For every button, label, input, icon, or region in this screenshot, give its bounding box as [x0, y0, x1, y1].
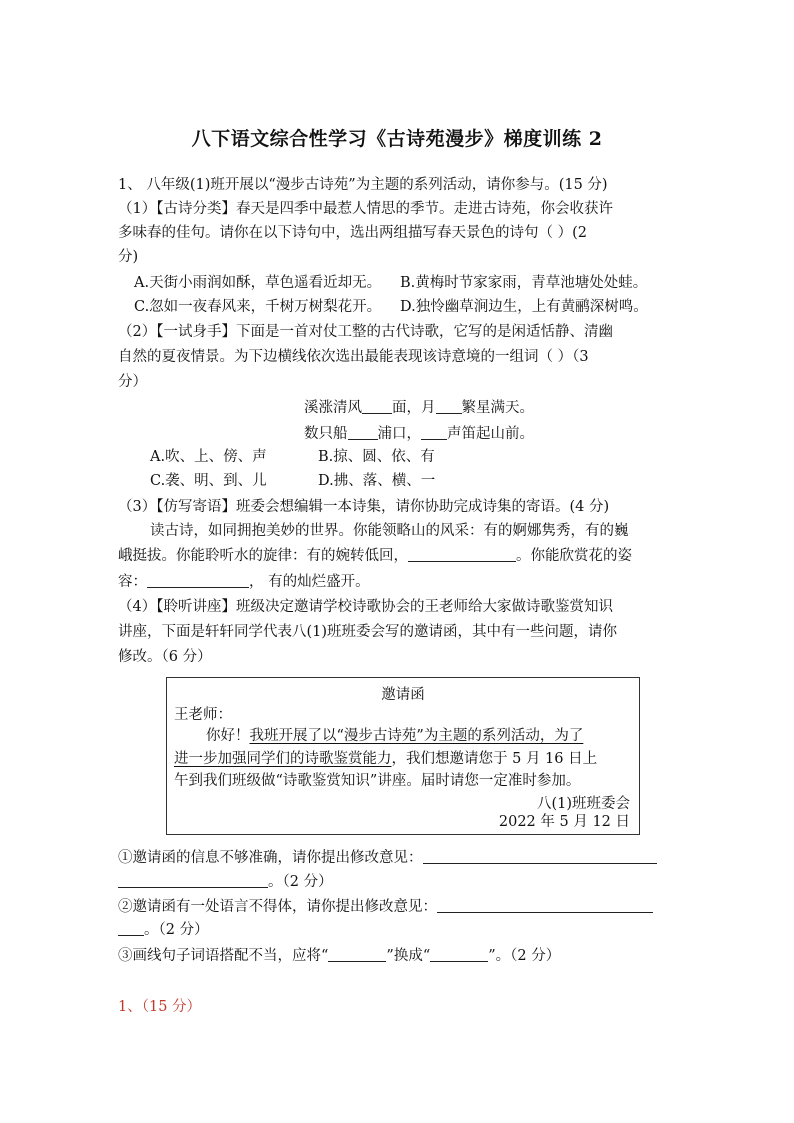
poem-text: 数只船 — [304, 426, 348, 442]
part3-text: 容： — [118, 574, 147, 590]
answer-blank[interactable] — [436, 399, 462, 414]
part2-option-b: B.掠、圆、依、有 — [318, 449, 435, 465]
invitation-line-2 — [174, 749, 597, 769]
poem-line-1 — [304, 398, 534, 418]
part1-option-d: D.独怜幽草涧边生，上有黄鹂深树鸣。 — [400, 299, 648, 315]
part1-line1: （1）【古诗分类】春天是四季中最惹人情思的季节。走进古诗苑，你会收获许 — [118, 201, 613, 217]
poem-text: 面，月 — [392, 400, 436, 416]
part4-line3: 修改。（6 分） — [118, 649, 212, 665]
part3-line4 — [118, 572, 370, 592]
part1-option-b: B.黄梅时节家家雨，青草池塘处处蛙。 — [400, 275, 648, 291]
subquestion-text: ①邀请函的信息不够准确，请你提出修改意见： — [118, 850, 423, 866]
answer-section-label: 1、（15 分） — [118, 999, 202, 1015]
part2-option-d: D.拂、落、横、一 — [318, 473, 436, 489]
invitation-date: 2022 年 5 月 12 日 — [498, 814, 630, 830]
answer-blank[interactable] — [328, 947, 386, 962]
part4-line1: （4）【聆听讲座】班级决定邀请学校诗歌协会的王老师给大家做诗歌鉴赏知识 — [118, 599, 613, 615]
subquestion-2-cont — [118, 920, 209, 940]
answer-blank[interactable] — [408, 547, 516, 562]
invitation-title: 邀请函 — [381, 687, 425, 703]
poem-line-2 — [304, 424, 534, 444]
underlined-sentence: 进一步加强同学们的诗歌鉴赏能力 — [174, 751, 392, 767]
invitation-line-1 — [206, 726, 583, 746]
subquestion-text: ”换成“ — [386, 948, 431, 964]
invitation-signer: 八(1)班班委会 — [536, 796, 630, 812]
answer-blank[interactable] — [362, 399, 392, 414]
answer-blank[interactable] — [430, 947, 488, 962]
part2-line2: 自然的夏夜情景。为下边横线依次选出最能表现该诗意境的一组词（ ）（3 — [118, 349, 589, 365]
part1-line3: 分) — [118, 249, 139, 265]
part3-line3 — [118, 546, 632, 566]
part4-line2: 讲座，下面是轩轩同学代表八(1)班班委会写的邀请函，其中有一些问题，请你 — [118, 624, 618, 640]
answer-blank[interactable] — [118, 921, 144, 936]
invitation-text: 你好！ — [206, 728, 250, 744]
subquestion-text: ②邀请函有一处语言不得体，请你提出修改意见： — [118, 899, 437, 915]
subquestion-1-cont — [118, 872, 333, 892]
answer-blank[interactable] — [437, 898, 653, 913]
part1-option-c: C.忽如一夜春风来，千树万树梨花开。 — [134, 299, 382, 315]
poem-text: 溪涨清风 — [304, 400, 362, 416]
part3-text: ， 有的灿烂盛开。 — [249, 574, 370, 590]
part2-option-c: C.袭、明、到、儿 — [150, 473, 267, 489]
subquestion-2 — [118, 897, 653, 917]
subquestion-1 — [118, 848, 657, 868]
answer-blank[interactable] — [423, 849, 657, 864]
part2-line1: （2）【一试身手】下面是一首对仗工整的古代诗歌，它写的是闲适恬静、清幽 — [118, 324, 613, 340]
part2-line3: 分） — [118, 374, 147, 390]
subquestion-3 — [118, 946, 560, 966]
subquestion-text: ”。（2 分） — [488, 948, 561, 964]
invitation-line-3: 午到我们班级做“诗歌鉴赏知识”讲座。届时请您一定准时参加。 — [174, 773, 581, 789]
question-1-header: 1、 八年级(1)班开展以“漫步古诗苑”为主题的系列活动，请你参与。(15 分) — [118, 177, 608, 193]
poem-text: 繁星满天。 — [461, 400, 534, 416]
part3-line2: 读古诗，如同拥抱美妙的世界。你能领略山的风采：有的婀娜隽秀，有的巍 — [150, 523, 629, 539]
invitation-salutation: 王老师： — [174, 707, 232, 723]
answer-blank[interactable] — [421, 425, 447, 440]
poem-text: 声笛起山前。 — [447, 426, 534, 442]
part1-line2: 多味春的佳句。请你在以下诗句中，选出两组描写春天景色的诗句（ ）(2 — [118, 225, 587, 241]
invitation-text: ，我们想邀请您于 5 月 16 日上 — [391, 751, 598, 767]
answer-blank[interactable] — [147, 573, 249, 588]
subquestion-text: 。（2 分） — [144, 922, 209, 938]
part2-option-a: A.吹、上、傍、声 — [150, 449, 267, 465]
part3-line1: （3）【仿写寄语】班委会想编辑一本诗集，请你协助完成诗集的寄语。(4 分) — [118, 499, 610, 515]
part1-option-a: A.天街小雨润如酥，草色遥看近却无。 — [134, 275, 382, 291]
subquestion-text: 。（2 分） — [268, 874, 333, 890]
poem-text: 浦口， — [377, 426, 421, 442]
underlined-sentence: 我班开展了以“漫步古诗苑”为主题的系列活动，为了 — [249, 728, 584, 744]
answer-blank[interactable] — [348, 425, 378, 440]
answer-blank[interactable] — [118, 873, 268, 888]
page-title: 八下语文综合性学习《古诗苑漫步》梯度训练 2 — [191, 128, 603, 150]
part3-text: 。你能欣赏花的姿 — [516, 548, 632, 564]
part3-text: 峨挺拔。你能聆听水的旋律：有的婉转低回， — [118, 548, 408, 564]
subquestion-text: ③画线句子词语搭配不当，应将“ — [118, 948, 329, 964]
